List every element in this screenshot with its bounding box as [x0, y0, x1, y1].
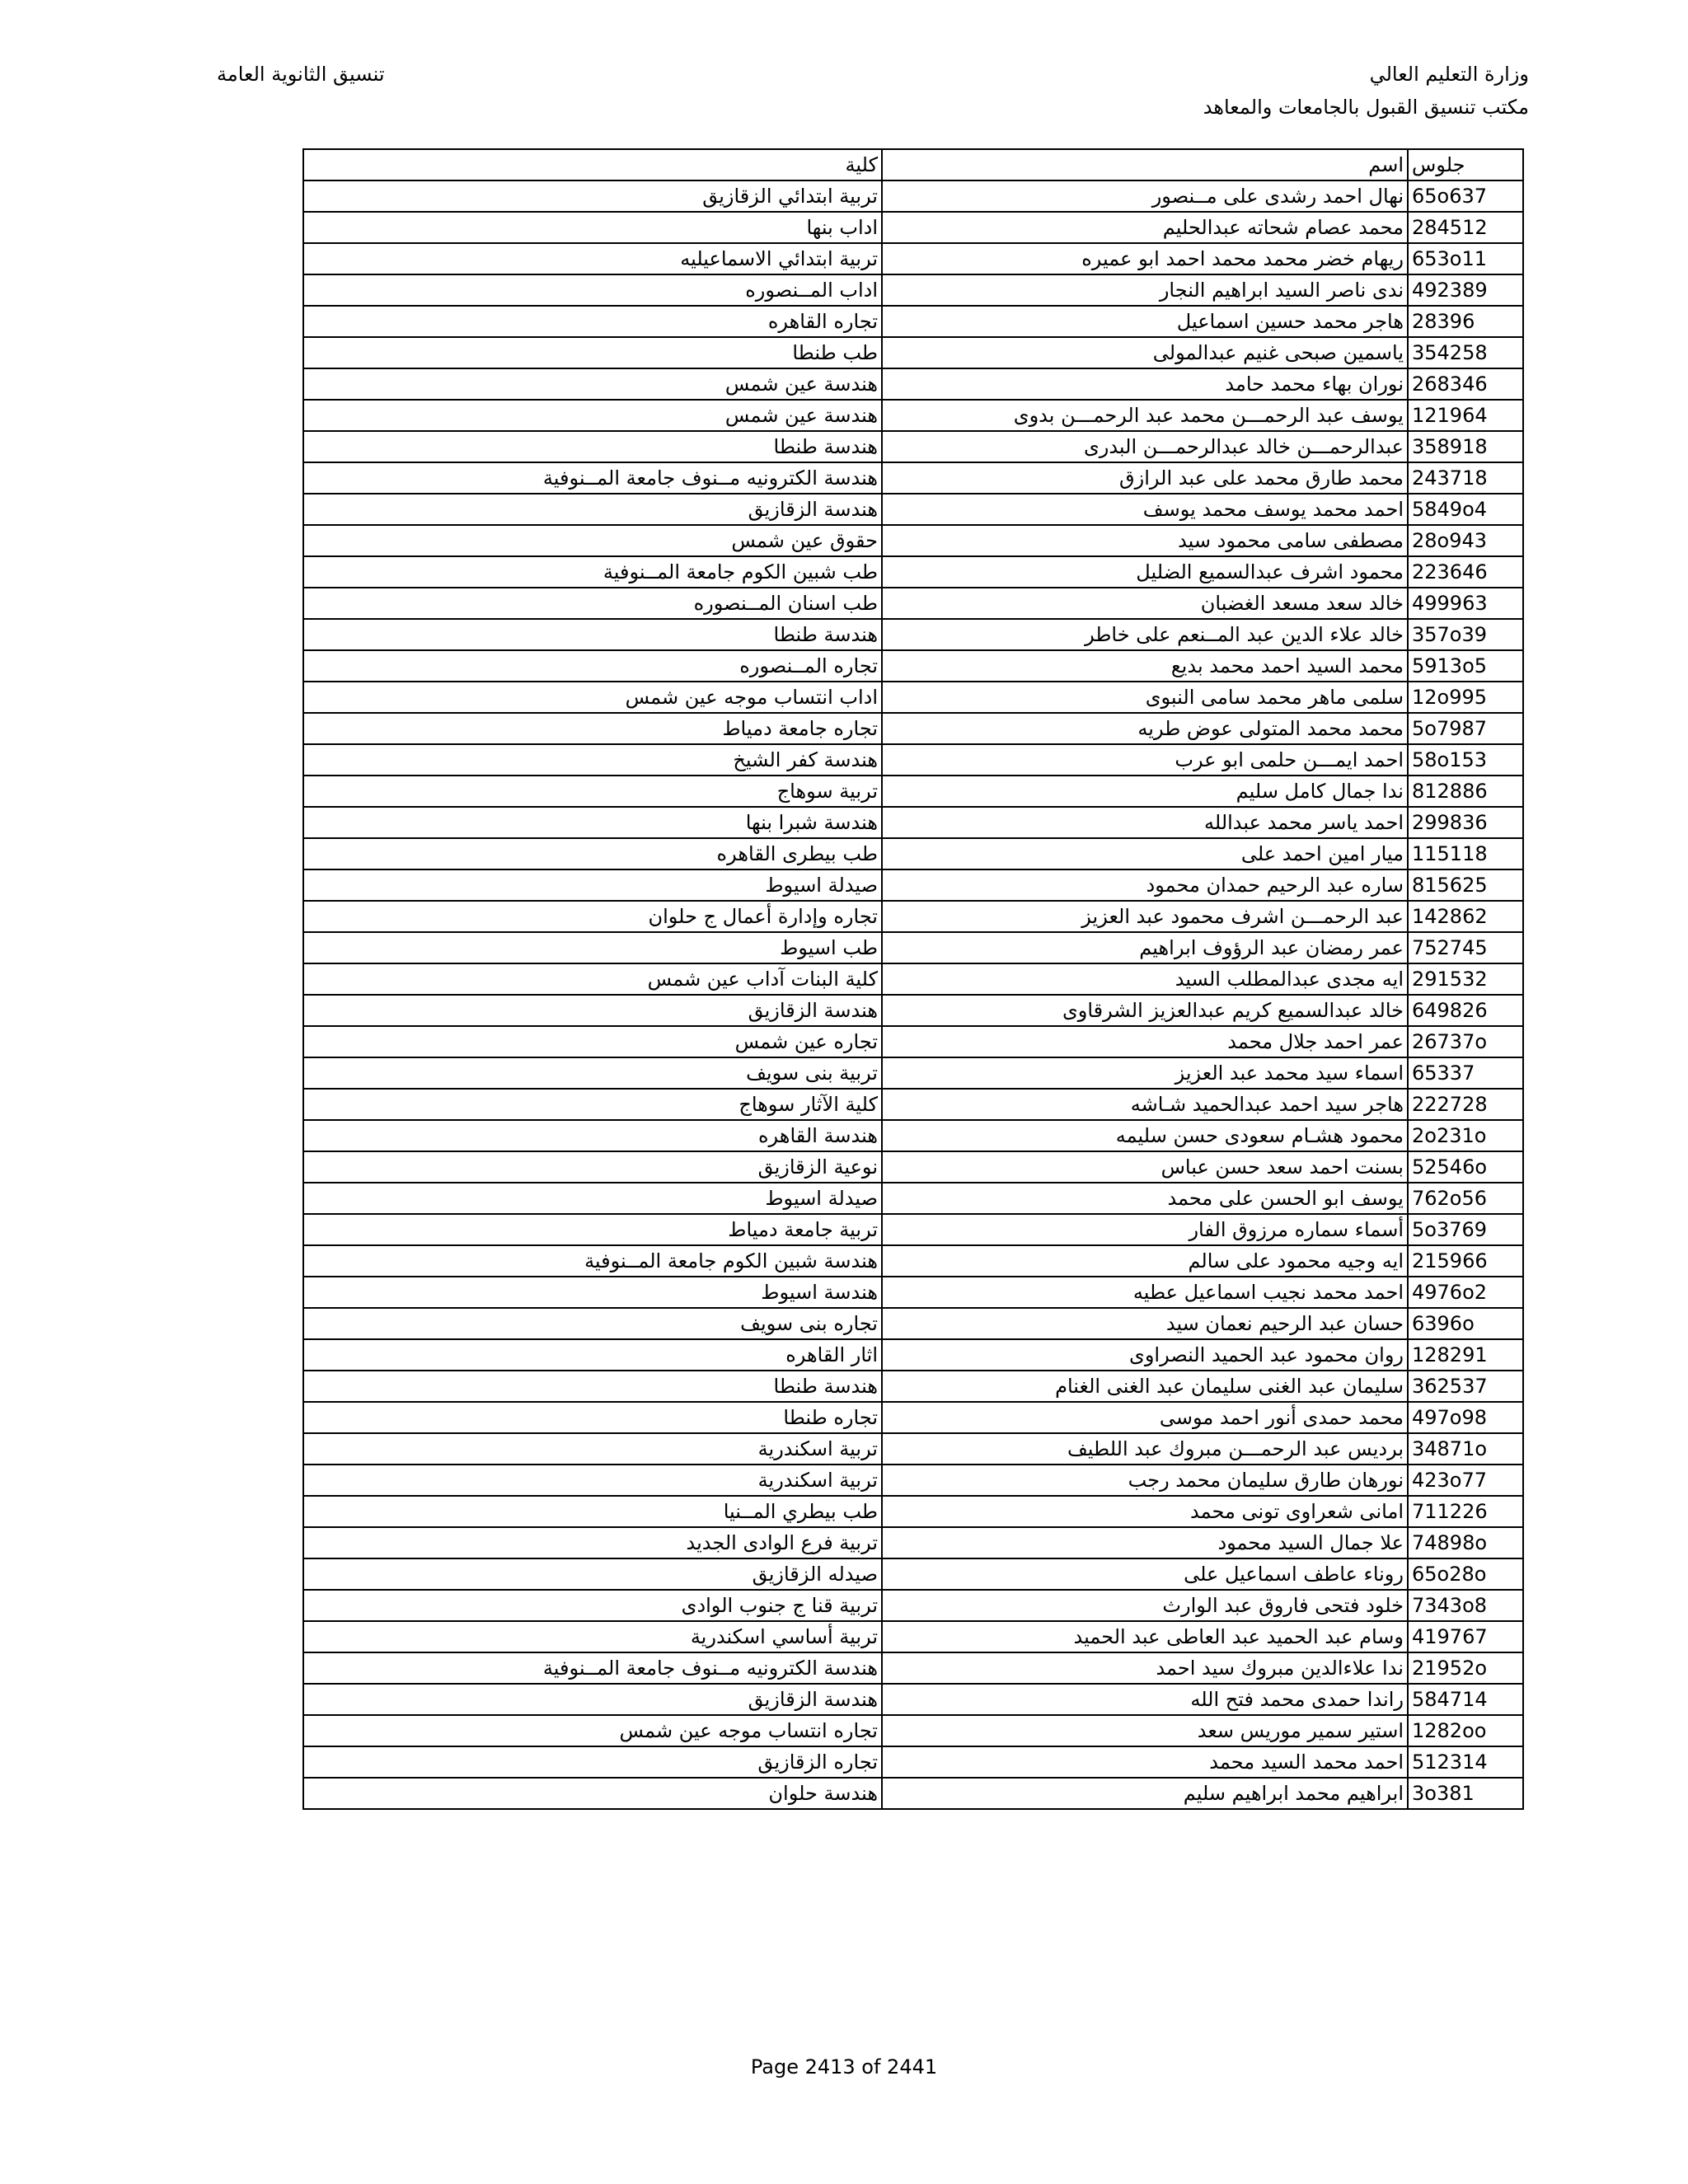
student-name-cell: حسان عبد الرحيم نعمان سيد [882, 1308, 1408, 1339]
column-header-faculty: كلية [303, 149, 882, 180]
student-name-cell: عبد الرحمـــن اشرف محمود عبد العزيز [882, 901, 1408, 932]
student-name-cell: محمد عصام شحاته عبدالحليم [882, 212, 1408, 243]
seat-number-cell: 812886 [1408, 776, 1523, 807]
faculty-cell: تجاره جامعة دمياط [303, 713, 882, 744]
table-row [303, 1621, 1523, 1652]
table-row [303, 1371, 1523, 1402]
table-row [303, 1214, 1523, 1245]
seat-number-cell: 7343o8 [1408, 1590, 1523, 1621]
student-name-cell: ريهام خضر محمد محمد احمد ابو عميره [882, 243, 1408, 274]
seat-number-cell: 28o943 [1408, 525, 1523, 556]
seat-number-cell: 52546o [1408, 1151, 1523, 1183]
seat-number-cell: 3o381 [1408, 1778, 1523, 1809]
table-row [303, 588, 1523, 619]
table-row [303, 776, 1523, 807]
student-name-cell: ندا علاءالدين مبروك سيد احمد [882, 1652, 1408, 1684]
faculty-cell: اداب بنها [303, 212, 882, 243]
seat-number-cell: 584714 [1408, 1684, 1523, 1715]
table-row [303, 1339, 1523, 1371]
student-name-cell: يوسف ابو الحسن على محمد [882, 1183, 1408, 1214]
seat-number-cell: 357o39 [1408, 619, 1523, 650]
faculty-cell: هندسة طنطا [303, 431, 882, 462]
faculty-cell: تجاره طنطا [303, 1402, 882, 1433]
student-name-cell: ايه وجيه محمود على سالم [882, 1245, 1408, 1277]
faculty-cell: هندسة الزقازيق [303, 494, 882, 525]
table-row [303, 1527, 1523, 1558]
faculty-cell: تربية جامعة دمياط [303, 1214, 882, 1245]
student-name-cell: احمد محمد السيد محمد [882, 1746, 1408, 1778]
faculty-cell: تربية بنى سويف [303, 1057, 882, 1089]
student-name-cell: نورهان طارق سليمان محمد رجب [882, 1465, 1408, 1496]
seat-number-cell: 499963 [1408, 588, 1523, 619]
table-row [303, 1746, 1523, 1778]
student-name-cell: اسماء سيد محمد عبد العزيز [882, 1057, 1408, 1089]
table-row [303, 180, 1523, 212]
student-name-cell: عمر رمضان عبد الرؤوف ابراهيم [882, 932, 1408, 963]
table-row [303, 1558, 1523, 1590]
seat-number-cell: 5849o4 [1408, 494, 1523, 525]
seat-number-cell: 362537 [1408, 1371, 1523, 1402]
seat-number-cell: 28396 [1408, 306, 1523, 337]
student-name-cell: محمد حمدى أنور احمد موسى [882, 1402, 1408, 1433]
seat-number-cell: 34871o [1408, 1433, 1523, 1465]
student-name-cell: أسماء سماره مرزوق الفار [882, 1214, 1408, 1245]
table-row [303, 932, 1523, 963]
table-row [303, 1308, 1523, 1339]
seat-number-cell: 815625 [1408, 869, 1523, 901]
student-name-cell: عبدالرحمـــن خالد عبدالرحمـــن البدرى [882, 431, 1408, 462]
seat-number-cell: 21952o [1408, 1652, 1523, 1684]
student-name-cell: احمد محمد نجيب اسماعيل عطيه [882, 1277, 1408, 1308]
table-row [303, 368, 1523, 400]
table-row [303, 1652, 1523, 1684]
seat-number-cell: 128291 [1408, 1339, 1523, 1371]
faculty-cell: هندسة الكترونيه مــنوف جامعة المــنوفية [303, 462, 882, 494]
table-row [303, 1245, 1523, 1277]
seat-number-cell: 5o7987 [1408, 713, 1523, 744]
student-name-cell: خالد سعد مسعد الغضبان [882, 588, 1408, 619]
student-name-cell: مصطفى سامى محمود سيد [882, 525, 1408, 556]
table-row [303, 869, 1523, 901]
seat-number-cell: 492389 [1408, 274, 1523, 306]
table-row [303, 431, 1523, 462]
faculty-cell: تجاره القاهره [303, 306, 882, 337]
student-name-cell: محمد طارق محمد على عبد الرازق [882, 462, 1408, 494]
student-name-cell: سلمى ماهر محمد سامى النبوى [882, 682, 1408, 713]
table-row [303, 1433, 1523, 1465]
faculty-cell: هندسة حلوان [303, 1778, 882, 1809]
seat-number-cell: 1282oo [1408, 1715, 1523, 1746]
student-name-cell: محمود اشرف عبدالسميع الضليل [882, 556, 1408, 588]
student-name-cell: يوسف عبد الرحمـــن محمد عبد الرحمـــن بدوى [882, 400, 1408, 431]
student-name-cell: بسنت احمد سعد حسن عباس [882, 1151, 1408, 1183]
faculty-cell: تجاره بنى سويف [303, 1308, 882, 1339]
seat-number-cell: 243718 [1408, 462, 1523, 494]
seat-number-cell: 65o28o [1408, 1558, 1523, 1590]
table-row [303, 650, 1523, 682]
table-row [303, 1183, 1523, 1214]
faculty-cell: طب اسيوط [303, 932, 882, 963]
faculty-cell: هندسة طنطا [303, 619, 882, 650]
student-name-cell: نوران بهاء محمد حامد [882, 368, 1408, 400]
faculty-cell: هندسة اسيوط [303, 1277, 882, 1308]
seat-number-cell: 223646 [1408, 556, 1523, 588]
faculty-cell: تربية اسكندرية [303, 1465, 882, 1496]
seat-number-cell: 115118 [1408, 838, 1523, 869]
table-row [303, 462, 1523, 494]
seat-number-cell: 358918 [1408, 431, 1523, 462]
table-row [303, 744, 1523, 776]
faculty-cell: هندسة شبين الكوم جامعة المــنوفية [303, 1245, 882, 1277]
seat-number-cell: 512314 [1408, 1746, 1523, 1778]
student-name-cell: محمد محمد المتولى عوض طريه [882, 713, 1408, 744]
column-header-id: جلوس [1408, 149, 1523, 180]
table-row [303, 1026, 1523, 1057]
seat-number-cell: 762o56 [1408, 1183, 1523, 1214]
table-row [303, 243, 1523, 274]
seat-number-cell: 26737o [1408, 1026, 1523, 1057]
student-name-cell: ساره عبد الرحيم حمدان محمود [882, 869, 1408, 901]
seat-number-cell: 2o231o [1408, 1120, 1523, 1151]
faculty-cell: حقوق عين شمس [303, 525, 882, 556]
seat-number-cell: 65337 [1408, 1057, 1523, 1089]
faculty-cell: تربية ابتدائي الزقازيق [303, 180, 882, 212]
seat-number-cell: 423o77 [1408, 1465, 1523, 1496]
table-row [303, 1277, 1523, 1308]
table-row [303, 1590, 1523, 1621]
student-name-cell: هاجر سيد احمد عبدالحميد شـاشه [882, 1089, 1408, 1120]
table-row [303, 1465, 1523, 1496]
seat-number-cell: 354258 [1408, 337, 1523, 368]
student-name-cell: احمد ياسر محمد عبدالله [882, 807, 1408, 838]
table-row [303, 1684, 1523, 1715]
seat-number-cell: 74898o [1408, 1527, 1523, 1558]
student-name-cell: احمد ايمـــن حلمى ابو عرب [882, 744, 1408, 776]
student-name-cell: خالد علاء الدين عبد المــنعم على خاطر [882, 619, 1408, 650]
table-row [303, 995, 1523, 1026]
student-name-cell: ندى ناصر السيد ابراهيم النجار [882, 274, 1408, 306]
faculty-cell: هندسة الزقازيق [303, 995, 882, 1026]
faculty-cell: هندسة كفر الشيخ [303, 744, 882, 776]
faculty-cell: اداب المــنصوره [303, 274, 882, 306]
table-row [303, 274, 1523, 306]
faculty-cell: تربية سوهاج [303, 776, 882, 807]
seat-number-cell: 4976o2 [1408, 1277, 1523, 1308]
student-name-cell: سليمان عبد الغنى سليمان عبد الغنى الغنام [882, 1371, 1408, 1402]
faculty-cell: تجاره عين شمس [303, 1026, 882, 1057]
table-header-row [303, 149, 1523, 180]
faculty-cell: طب طنطا [303, 337, 882, 368]
seat-number-cell: 419767 [1408, 1621, 1523, 1652]
faculty-cell: تجاره انتساب موجه عين شمس [303, 1715, 882, 1746]
student-name-cell: هاجر محمد حسين اسماعيل [882, 306, 1408, 337]
seat-number-cell: 5913o5 [1408, 650, 1523, 682]
seat-number-cell: 121964 [1408, 400, 1523, 431]
faculty-cell: تربية أساسي اسكندرية [303, 1621, 882, 1652]
table-row [303, 619, 1523, 650]
seat-number-cell: 299836 [1408, 807, 1523, 838]
table-row [303, 1496, 1523, 1527]
faculty-cell: طب بيطري المــنيا [303, 1496, 882, 1527]
office-title: مكتب تنسيق القبول بالجامعات والمعاهد [1203, 96, 1529, 119]
student-name-cell: احمد محمد يوسف محمد يوسف [882, 494, 1408, 525]
table-row [303, 306, 1523, 337]
faculty-cell: كلية الآثار سوهاج [303, 1089, 882, 1120]
faculty-cell: اثار القاهره [303, 1339, 882, 1371]
student-name-cell: استير سمير موريس سعد [882, 1715, 1408, 1746]
table-row [303, 1151, 1523, 1183]
faculty-cell: تجاره المــنصوره [303, 650, 882, 682]
faculty-cell: طب شبين الكوم جامعة المــنوفية [303, 556, 882, 588]
seat-number-cell: 284512 [1408, 212, 1523, 243]
seat-number-cell: 752745 [1408, 932, 1523, 963]
table-row [303, 713, 1523, 744]
student-name-cell: امانى شعراوى تونى محمد [882, 1496, 1408, 1527]
faculty-cell: تربية اسكندرية [303, 1433, 882, 1465]
seat-number-cell: 268346 [1408, 368, 1523, 400]
table-row [303, 1120, 1523, 1151]
student-name-cell: علا جمال السيد محمود [882, 1527, 1408, 1558]
page-number: Page 2413 of 2441 [750, 2055, 938, 2079]
student-name-cell: محمود هشـام سعودى حسن سليمه [882, 1120, 1408, 1151]
results-table [302, 148, 1524, 1810]
faculty-cell: هندسة الكترونيه مــنوف جامعة المــنوفية [303, 1652, 882, 1684]
seat-number-cell: 215966 [1408, 1245, 1523, 1277]
table-row [303, 1778, 1523, 1809]
table-row [303, 682, 1523, 713]
table-row [303, 838, 1523, 869]
faculty-cell: اداب انتساب موجه عين شمس [303, 682, 882, 713]
seat-number-cell: 222728 [1408, 1089, 1523, 1120]
table-row [303, 337, 1523, 368]
student-name-cell: برديس عبد الرحمـــن مبروك عبد اللطيف [882, 1433, 1408, 1465]
table-row [303, 901, 1523, 932]
student-name-cell: روان محمود عبد الحميد النصراوى [882, 1339, 1408, 1371]
faculty-cell: طب بيطرى القاهره [303, 838, 882, 869]
table-row [303, 400, 1523, 431]
faculty-cell: هندسة الزقازيق [303, 1684, 882, 1715]
faculty-cell: تربية ابتدائي الاسماعيليه [303, 243, 882, 274]
table-row [303, 1402, 1523, 1433]
seat-number-cell: 58o153 [1408, 744, 1523, 776]
student-name-cell: محمد السيد احمد محمد بديع [882, 650, 1408, 682]
student-name-cell: راندا حمدى محمد فتح الله [882, 1684, 1408, 1715]
student-name-cell: ندا جمال كامل سليم [882, 776, 1408, 807]
faculty-cell: هندسة طنطا [303, 1371, 882, 1402]
column-header-name: اسم [882, 149, 1408, 180]
student-name-cell: عمر احمد جلال محمد [882, 1026, 1408, 1057]
faculty-cell: صيدلة اسيوط [303, 1183, 882, 1214]
seat-number-cell: 497o98 [1408, 1402, 1523, 1433]
seat-number-cell: 12o995 [1408, 682, 1523, 713]
student-name-cell: وسام عبد الحميد عبد العاطى عبد الحميد [882, 1621, 1408, 1652]
faculty-cell: هندسة عين شمس [303, 368, 882, 400]
ministry-title: وزارة التعليم العالي [1369, 63, 1529, 86]
table-row [303, 963, 1523, 995]
student-name-cell: ابراهيم محمد ابراهيم سليم [882, 1778, 1408, 1809]
seat-number-cell: 649826 [1408, 995, 1523, 1026]
seat-number-cell: 653o11 [1408, 243, 1523, 274]
seat-number-cell: 291532 [1408, 963, 1523, 995]
table-row [303, 212, 1523, 243]
faculty-cell: صيدلة اسيوط [303, 869, 882, 901]
faculty-cell: صيدله الزقازيق [303, 1558, 882, 1590]
faculty-cell: تجاره وإدارة أعمال ج حلوان [303, 901, 882, 932]
table-row [303, 494, 1523, 525]
seat-number-cell: 142862 [1408, 901, 1523, 932]
student-name-cell: ايه مجدى عبدالمطلب السيد [882, 963, 1408, 995]
seat-number-cell: 5o3769 [1408, 1214, 1523, 1245]
seat-number-cell: 6396o [1408, 1308, 1523, 1339]
faculty-cell: هندسة شبرا بنها [303, 807, 882, 838]
seat-number-cell: 65o637 [1408, 180, 1523, 212]
student-name-cell: نهال احمد رشدى على مــنصور [882, 180, 1408, 212]
table-row [303, 1057, 1523, 1089]
faculty-cell: هندسة القاهره [303, 1120, 882, 1151]
table-row [303, 1715, 1523, 1746]
table-row [303, 1089, 1523, 1120]
faculty-cell: تجاره الزقازيق [303, 1746, 882, 1778]
table-row [303, 525, 1523, 556]
faculty-cell: كلية البنات آداب عين شمس [303, 963, 882, 995]
student-name-cell: خلود فتحى فاروق عبد الوارث [882, 1590, 1408, 1621]
faculty-cell: تربية فرع الوادى الجديد [303, 1527, 882, 1558]
faculty-cell: تربية قنا ج جنوب الوادى [303, 1590, 882, 1621]
student-name-cell: روناء عاطف اسماعيل على [882, 1558, 1408, 1590]
student-name-cell: ياسمين صبحى غنيم عبدالمولى [882, 337, 1408, 368]
student-name-cell: خالد عبدالسميع كريم عبدالعزيز الشرقاوى [882, 995, 1408, 1026]
faculty-cell: هندسة عين شمس [303, 400, 882, 431]
table-row [303, 807, 1523, 838]
seat-number-cell: 711226 [1408, 1496, 1523, 1527]
coordination-title: تنسيق الثانوية العامة [217, 63, 385, 86]
faculty-cell: نوعية الزقازيق [303, 1151, 882, 1183]
table-row [303, 556, 1523, 588]
faculty-cell: طب اسنان المــنصوره [303, 588, 882, 619]
student-name-cell: ميار امين احمد على [882, 838, 1408, 869]
